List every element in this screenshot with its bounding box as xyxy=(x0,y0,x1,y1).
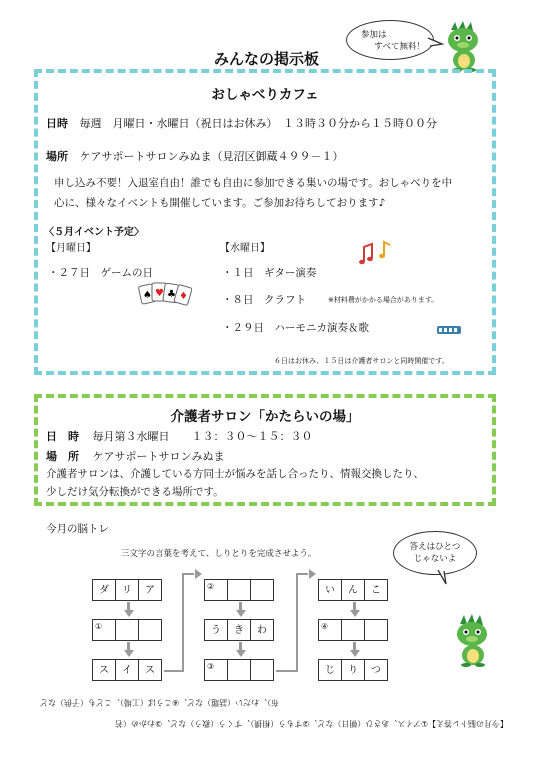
svg-text:♦: ♦ xyxy=(179,291,188,302)
wednesday-heading: 【水曜日】 xyxy=(220,243,270,254)
bubble-line-1: 参加は xyxy=(361,30,387,40)
arrow-down-icon xyxy=(236,650,246,657)
cell[interactable]: じ xyxy=(318,659,342,681)
salon-section xyxy=(34,394,496,506)
cell[interactable]: き xyxy=(227,619,251,641)
cell[interactable] xyxy=(138,619,162,641)
svg-text:♠: ♠ xyxy=(143,290,152,301)
cell[interactable]: ③ xyxy=(204,659,228,681)
arrow-down-icon xyxy=(350,610,360,617)
cafe-desc-line-2: 心に、様々なイベントも開催しています。ご参加お待ちしております♪ xyxy=(54,197,386,209)
wednesday-event-3: ・２９日 ハーモニカ演奏＆歌 xyxy=(222,322,369,334)
connector-line xyxy=(296,573,298,671)
connector-line xyxy=(164,670,184,672)
cell[interactable]: う xyxy=(204,619,228,641)
quiz-bubble-line-2: じゃないよ xyxy=(413,554,457,564)
cell[interactable]: ① xyxy=(92,619,116,641)
cell[interactable]: ス xyxy=(138,659,162,681)
col1-word-3 xyxy=(92,659,161,681)
cell[interactable] xyxy=(250,659,274,681)
arrow-down-icon xyxy=(124,610,134,617)
cafe-time-row xyxy=(46,115,437,131)
arrow-right-icon xyxy=(309,569,316,579)
arrow-down-icon xyxy=(236,610,246,617)
dragon-mascot-bottom-icon xyxy=(452,612,496,668)
cell[interactable]: ス xyxy=(92,659,116,681)
arrow-down-icon xyxy=(124,650,134,657)
craft-note: ※材料費がかかる場合があります。 xyxy=(328,296,439,304)
cell[interactable]: ④ xyxy=(318,619,342,641)
arrow-right-icon xyxy=(195,569,202,579)
cell[interactable]: ② xyxy=(204,579,228,601)
quiz-bubble-tail xyxy=(436,570,450,586)
col2-word-2 xyxy=(204,619,273,641)
arrow-down-icon xyxy=(350,650,360,657)
connector-line xyxy=(182,573,184,671)
cell[interactable] xyxy=(364,619,388,641)
bubble-tail xyxy=(428,36,444,48)
playing-cards-icon xyxy=(138,281,192,307)
salon-desc-line-2: 少しだけ気分転換ができる場所です。 xyxy=(46,486,224,498)
col1-word-1 xyxy=(92,579,161,601)
salon-place-label: 場 所 xyxy=(46,450,79,463)
cell[interactable]: わ xyxy=(250,619,274,641)
col2-word-1 xyxy=(204,579,273,601)
cell[interactable]: リ xyxy=(115,579,139,601)
cell[interactable]: つ xyxy=(364,659,388,681)
cell[interactable] xyxy=(227,659,251,681)
connector-line xyxy=(276,670,298,672)
event-heading: 〈５月イベント予定〉 xyxy=(44,227,144,238)
monday-heading: 【月曜日】 xyxy=(46,243,96,254)
harmonica-icon xyxy=(436,323,464,337)
cell[interactable]: い xyxy=(318,579,342,601)
quiz-hint-bubble xyxy=(393,531,477,575)
cafe-desc-line-1: 申し込み不要！入退室自由！誰でも自由に参加できる集いの場です。おしゃべりを中 xyxy=(54,177,453,189)
salon-place-value: ケアサポートサロンみぬま xyxy=(92,450,225,463)
salon-title: 介護者サロン「かたらいの場」 xyxy=(170,409,360,425)
salon-place-row xyxy=(46,448,225,464)
quiz-bubble-line-1: 答えはひとつ xyxy=(409,542,461,552)
salon-time-label: 日 時 xyxy=(46,430,79,443)
salon-time-value: 毎月第３水曜日 １３：３０～１５：３０ xyxy=(92,430,313,443)
answer-line-2: 布）、わだい（話題）など、④こうば（工場）、こども（子供）など xyxy=(40,698,280,707)
col1-word-2 xyxy=(92,619,161,641)
cafe-title: おしゃべりカフェ xyxy=(211,87,319,103)
cell[interactable]: イ xyxy=(115,659,139,681)
cell[interactable]: り xyxy=(341,659,365,681)
cafe-time-value: 毎週 月曜日・水曜日（祝日はお休み） １３時３０分から１５時００分 xyxy=(79,117,437,130)
svg-text:♣: ♣ xyxy=(167,289,176,300)
cafe-place-label: 場所 xyxy=(46,150,68,163)
salon-time-row xyxy=(46,428,313,444)
connector-line xyxy=(296,573,308,575)
cell[interactable] xyxy=(227,579,251,601)
cell[interactable]: ダ xyxy=(92,579,116,601)
cafe-footnote: ６日はお休み、１５日は介護者サロンと同時開催です。 xyxy=(274,357,449,365)
col3-word-1 xyxy=(318,579,387,601)
cell[interactable] xyxy=(250,579,274,601)
quiz-heading: 今月の脳トレ xyxy=(46,523,109,535)
board-title: みんなの掲示板 xyxy=(213,50,319,68)
cafe-time-label: 日時 xyxy=(46,117,68,130)
cell[interactable]: ん xyxy=(341,579,365,601)
cafe-place-row xyxy=(46,148,344,164)
col2-word-3 xyxy=(204,659,273,681)
cell[interactable]: こ xyxy=(364,579,388,601)
cell[interactable] xyxy=(115,619,139,641)
monday-event-1: ・２７日 ゲームの日 xyxy=(48,267,153,279)
bubble-line-2: すべて無料！ xyxy=(374,42,425,52)
col3-word-3 xyxy=(318,659,387,681)
cell[interactable] xyxy=(341,619,365,641)
answer-line-1: 【今月の脳トレ答え】①アイス、あさひ（朝日）など、②すもう（相撲）、すくう（救う）など、③わかめ（若 xyxy=(115,719,508,728)
quiz-instruction: 三文字の言葉を考えて、しりとりを完成させよう。 xyxy=(121,549,317,559)
col3-word-2 xyxy=(318,619,387,641)
cafe-section xyxy=(34,69,496,375)
svg-text:♥: ♥ xyxy=(155,288,164,299)
connector-line xyxy=(182,573,194,575)
wednesday-event-2: ・８日 クラフト xyxy=(222,294,306,306)
salon-desc-line-1: 介護者サロンは、介護している方同士が悩みを話し合ったり、情報交換したり、 xyxy=(46,468,424,480)
music-notes-icon xyxy=(358,239,394,269)
cell[interactable]: ア xyxy=(138,579,162,601)
cafe-place-value: ケアサポートサロンみぬま（見沼区御蔵４９９－１） xyxy=(79,150,344,163)
wednesday-event-1: ・１日 ギター演奏 xyxy=(222,267,317,279)
